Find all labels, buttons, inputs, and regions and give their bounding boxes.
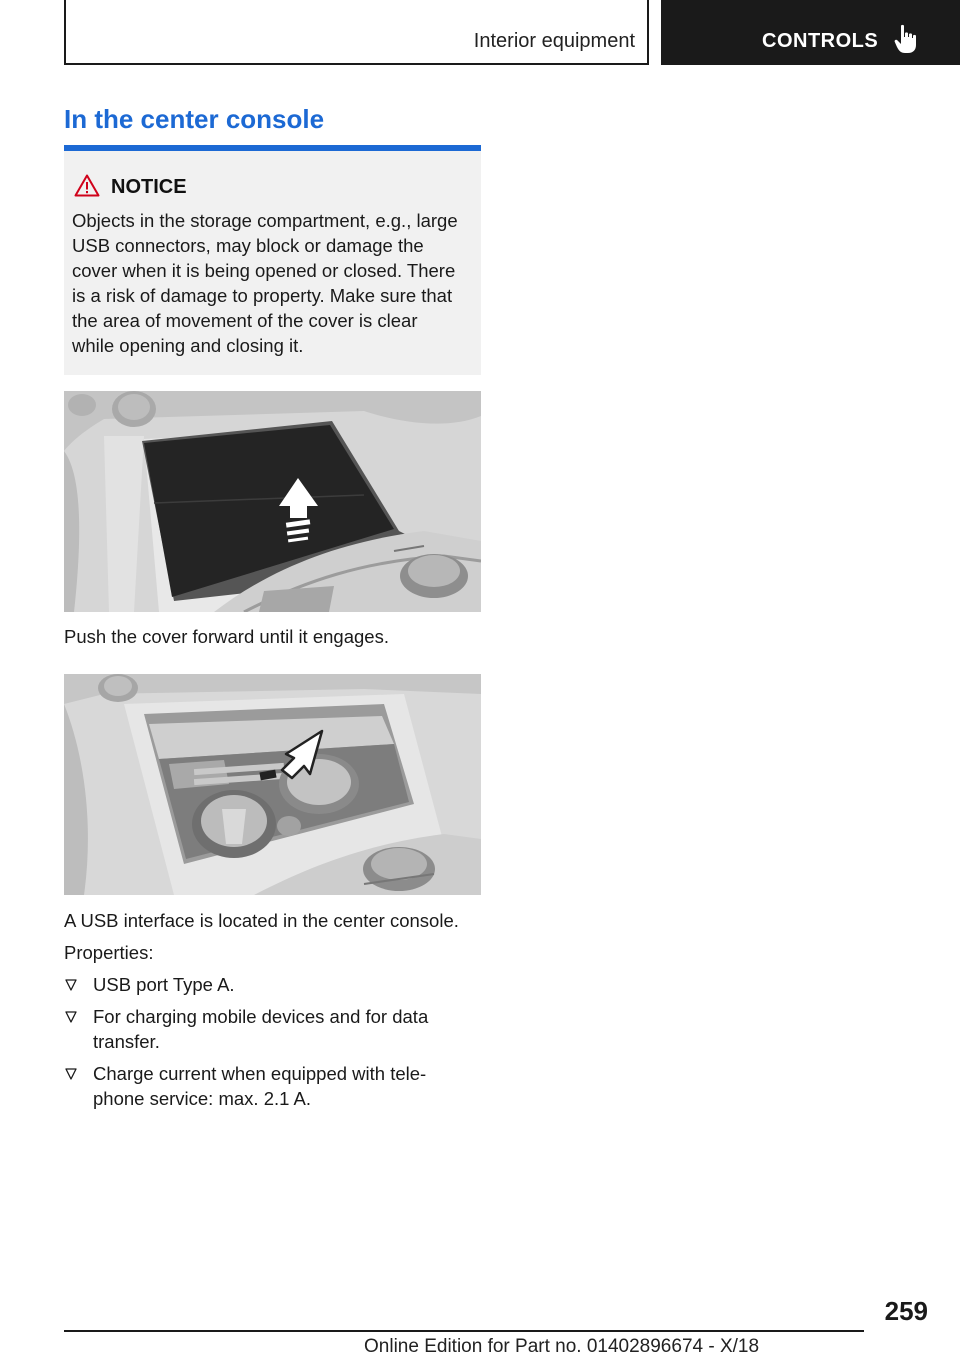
caption-push-cover: Push the cover forward until it engages. [64,626,389,647]
notice-line: is a risk of damage to property. Make sure that [72,285,453,306]
bullet-triangle-icon [65,979,77,991]
list-item-text: transfer. [93,1031,160,1052]
illustration-console-cover-closed [64,391,481,612]
page-number: 259 [884,1296,928,1326]
section-title: Interior equipment [473,30,635,52]
list-item-text: USB port Type A. [93,974,235,995]
caption-usb-location: A USB interface is located in the center console. [64,910,459,931]
bullet-triangle-icon [65,1011,77,1023]
notice-line: USB connectors, may block or damage the [72,235,424,256]
list-item-text: Charge current when equipped with tele- [93,1063,427,1084]
notice-line: cover when it is being opened or closed. There [72,260,456,281]
notice-line: Objects in the storage compartment, e.g., large [72,210,458,231]
footer-edition-text: Online Edition for Part no. 01402896674 - X/18 [364,1336,760,1357]
properties-label: Properties: [64,942,154,963]
chapter-label: CONTROLS [762,30,879,52]
notice-line: while opening and closing it. [72,335,304,356]
running-header-section [64,0,649,65]
footer-divider [64,1330,864,1332]
pointing-hand-icon [894,24,920,54]
illustration-usb-interface [64,674,481,895]
chapter-tab [661,0,960,65]
page-title: In the center console [64,104,325,134]
list-item-text: For charging mobile devices and for data [93,1006,429,1027]
warning-triangle-icon [74,174,100,197]
notice-box [64,145,481,375]
notice-line: the area of movement of the cover is clear [72,310,418,331]
notice-text [72,208,476,358]
notice-heading: NOTICE [111,176,187,198]
list-item-text: phone service: max. 2.1 A. [93,1088,312,1109]
bullet-triangle-icon [65,1068,77,1080]
